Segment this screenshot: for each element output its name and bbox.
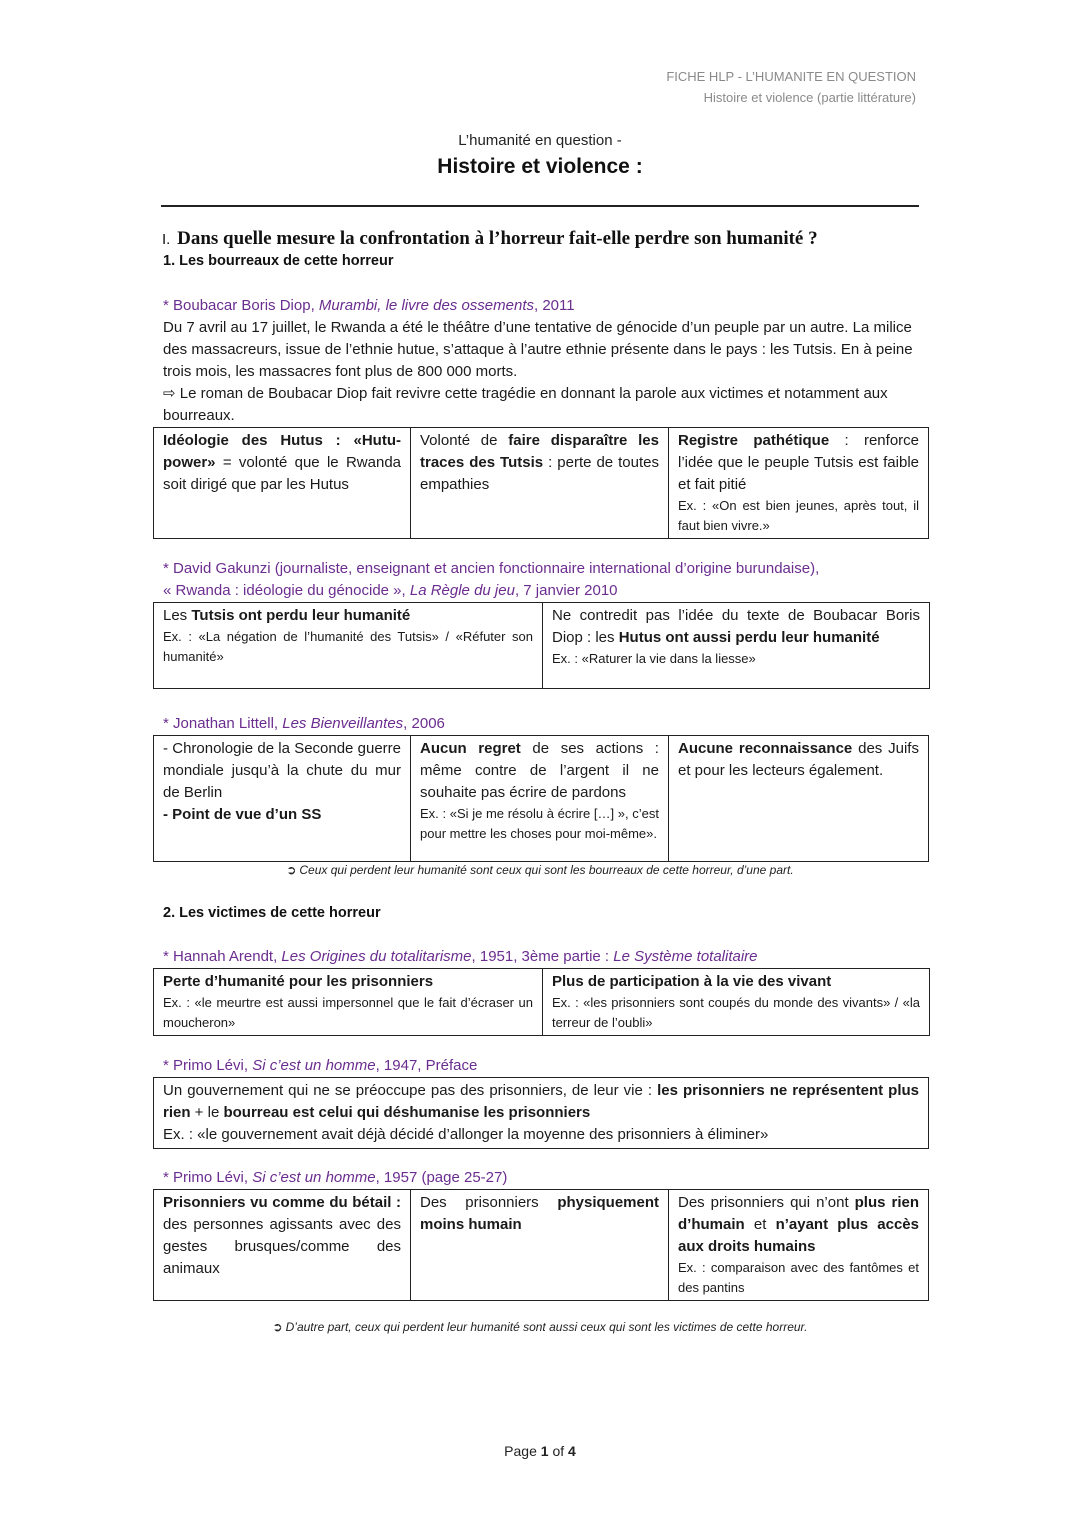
table-arendt [153,968,930,1036]
source-arendt: * Hannah Arendt, Les Origines du totalitarisme, 1951, 3ème partie : Le Système totalitaire [163,948,758,965]
example-quote: Ex. : comparaison avec des fantômes et des pantins [678,1260,919,1295]
example-quote: Ex. : «le gouvernement avait déjà décidé d’allonger la moyenne des prisonniers à éliminer» [163,1126,769,1143]
example-quote: Ex. : «les prisonniers sont coupés du monde des vivants» / «la terreur de l’oubli» [552,995,920,1030]
arrow-curved-icon: ➲ [286,863,297,877]
table-levi-1947 [153,1077,929,1149]
title-divider [161,205,919,207]
table-cell: Des prisonniers physiquement moins humain [411,1190,669,1301]
work-title: Si c’est un homme [252,1057,376,1074]
table-diop [153,427,929,539]
section-heading-1: 1. Les bourreaux de cette horreur [163,253,394,269]
table-cell: Volonté de faire disparaître les traces des Tutsis : perte de toutes empathies [411,428,669,539]
part-title: Dans quelle mesure la confrontation à l’horreur fait-elle perdre son humanité ? [177,228,818,249]
source-littell: * Jonathan Littell, Les Bienveillantes, 2006 [163,715,445,732]
part-heading [162,228,818,250]
example-quote: Ex. : «le meurtre est aussi impersonnel que le fait d’écraser un moucheron» [163,995,533,1030]
work-title: Les Origines du totalitarisme [281,948,472,965]
section-heading-2: 2. Les victimes de cette horreur [163,905,381,921]
table-cell: Plus de participation à la vie des vivant Ex. : «les prisonniers sont coupés du monde des vivants» / «la terreur de l’oubli» [543,969,930,1036]
conclusion-1: ➲ Ceux qui perdent leur humanité sont ceux qui sont les bourreaux de cette horreur, d’une part. [286,863,794,877]
source-gakunzi: * David Gakunzi (journaliste, enseignant et ancien fonctionnaire international d’origine burundaise), « Rwanda : idéologie du génocide », La Règle du jeu, 7 janvier 2010 [163,560,820,599]
source-levi-1947: * Primo Lévi, Si c’est un homme, 1947, Préface [163,1057,478,1074]
running-header [666,66,916,108]
table-cell: Aucun regret de ses actions : même contre de l’argent il ne souhaite pas écrire de pardons Ex. : «Si je me résolu à écrire […] », c’est pour mettre les choses pour moi-même». [411,736,669,862]
table-cell: Des prisonniers qui n’ont plus rien d’humain et n’ayant plus accès aux droits humains Ex. : comparaison avec des fantômes et des pantins [669,1190,929,1301]
table-cell: - Chronologie de la Seconde guerre mondiale jusqu’à la chute du mur de Berlin - Point de vue d’un SS [154,736,411,862]
part-number: I. [162,231,171,248]
work-title: La Règle du jeu [409,582,515,599]
table-gakunzi [153,602,930,689]
paragraph-context: Du 7 avril au 17 juillet, le Rwanda a été le théâtre d’une tentative de génocide d’un peuple par un autre. La milice des massacreurs, issue de l’ethnie hutue, s’attaque à l’autre ethnie présente dans le pays : les Tutsis. En à peine trois mois, les massacres font plus de 800 000 morts. [163,319,913,380]
work-title: Les Bienveillantes [282,715,404,732]
table-cell: Un gouvernement qui ne se préoccupe pas des prisonniers, de leur vie : les prisonniers ne représentent plus rien + le bourreau est celui qui déshumanise les prisonniers Ex. : «le gouvernement avait déjà décidé d’allonger la moyenne des prisonniers à éliminer» [154,1078,929,1149]
pretitle: L’humanité en question - [458,132,622,149]
table-cell: Aucune reconnaissance des Juifs et pour les lecteurs également. [669,736,929,862]
example-quote: Ex. : «La négation de l’humanité des Tutsis» / «Réfuter son humanité» [163,629,533,664]
source-diop: * Boubacar Boris Diop, Murambi, le livre des ossements, 2011 [163,297,575,314]
table-cell: Prisonniers vu comme du bétail : des personnes agissants avec des gestes brusques/comme des animaux [154,1190,411,1301]
work-title: Si c’est un homme [252,1169,376,1186]
table-cell: Les Tutsis ont perdu leur humanité Ex. : «La négation de l’humanité des Tutsis» / «Réfuter son humanité» [154,603,543,689]
table-cell: Perte d’humanité pour les prisonniers Ex. : «le meurtre est aussi impersonnel que le fait d’écraser un moucheron» [154,969,543,1036]
table-levi-1957 [153,1189,929,1301]
header-line-2: Histoire et violence (partie littérature) [703,90,916,105]
arrow-right-icon: ⇨ [163,385,176,402]
source-levi-1957: * Primo Lévi, Si c’est un homme, 1957 (page 25-27) [163,1169,508,1186]
table-cell: Registre pathétique : renforce l’idée que le peuple Tutsis est faible et fait pitié Ex. : «On est bien jeunes, après tout, il faut bien vivre.» [669,428,929,539]
page-title: Histoire et violence : [437,155,643,178]
page-number: Page 1 of 4 [504,1443,576,1459]
table-littell [153,735,929,862]
arrow-curved-icon: ➲ [272,1320,283,1334]
work-title: Murambi, le livre des ossements [318,297,534,314]
example-quote: Ex. : «On est bien jeunes, après tout, il faut bien vivre.» [678,498,919,533]
header-line-1: FICHE HLP - L’HUMANITE EN QUESTION [666,69,916,84]
example-quote: Ex. : «Raturer la vie dans la liesse» [552,651,756,666]
example-quote: Ex. : «Si je me résolu à écrire […] », c’est pour mettre les choses pour moi-même». [420,806,659,841]
table-cell: Ne contredit pas l’idée du texte de Boubacar Boris Diop : les Hutus ont aussi perdu leur humanité Ex. : «Raturer la vie dans la liesse» [543,603,930,689]
conclusion-2: ➲ D’autre part, ceux qui perdent leur humanité sont aussi ceux qui sont les victimes de cette horreur. [272,1320,808,1334]
paragraph-summary: ⇨ Le roman de Boubacar Diop fait revivre cette tragédie en donnant la parole aux victimes et notamment aux bourreaux. [163,385,888,424]
table-cell: Idéologie des Hutus : «Hutu-power» = volonté que le Rwanda soit dirigé que par les Hutus [154,428,411,539]
work-subtitle: Le Système totalitaire [613,948,758,965]
